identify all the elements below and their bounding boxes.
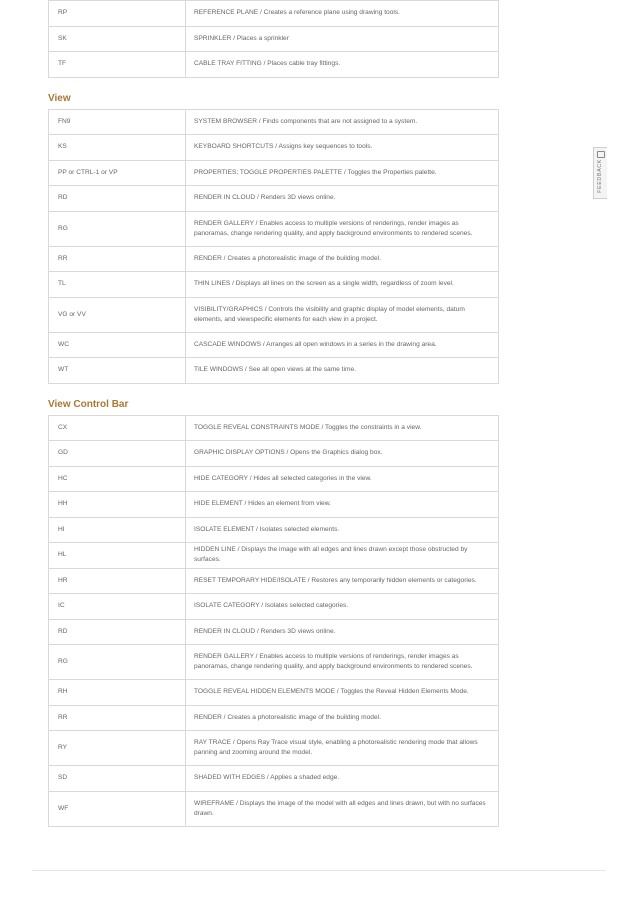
shortcut-key: RR xyxy=(49,246,186,272)
shortcut-description: RENDER IN CLOUD / Renders 3D views online. xyxy=(186,619,499,645)
shortcut-key: IC xyxy=(49,594,186,620)
shortcut-key: RD xyxy=(49,186,186,212)
table-row xyxy=(49,415,499,441)
table-row xyxy=(49,791,499,826)
table-row xyxy=(49,492,499,518)
feedback-tab[interactable] xyxy=(593,147,607,199)
table-row xyxy=(49,1,499,27)
shortcut-key: RP xyxy=(49,1,186,27)
shortcut-key: RH xyxy=(49,680,186,706)
table-row xyxy=(49,135,499,161)
shortcut-table-view-control-bar xyxy=(48,415,499,827)
table-row xyxy=(49,645,499,680)
shortcut-key: KS xyxy=(49,135,186,161)
shortcut-description: GRAPHIC DISPLAY OPTIONS / Opens the Graphics dialog box. xyxy=(186,441,499,467)
table-row xyxy=(49,441,499,467)
shortcut-key: GD xyxy=(49,441,186,467)
shortcut-description: RENDER IN CLOUD / Renders 3D views online. xyxy=(186,186,499,212)
shortcut-description: RENDER / Creates a photorealistic image of the building model. xyxy=(186,705,499,731)
shortcut-description: SPRINKLER / Places a sprinkler xyxy=(186,26,499,52)
shortcut-table-top xyxy=(48,0,499,78)
shortcut-key: RY xyxy=(49,731,186,766)
shortcut-key: FN9 xyxy=(49,109,186,135)
shortcut-key: HL xyxy=(49,543,186,569)
section-title-view-control-bar: View Control Bar xyxy=(48,398,129,410)
shortcut-description: CABLE TRAY FITTING / Places cable tray fittings. xyxy=(186,52,499,78)
shortcut-key: RG xyxy=(49,211,186,246)
table-row xyxy=(49,766,499,792)
feedback-label: FEEDBACK xyxy=(597,159,603,193)
table-row xyxy=(49,619,499,645)
table-row xyxy=(49,246,499,272)
page-footer-divider xyxy=(32,870,606,871)
table-row xyxy=(49,731,499,766)
shortcut-key: HH xyxy=(49,492,186,518)
shortcut-key: RD xyxy=(49,619,186,645)
shortcut-key: TF xyxy=(49,52,186,78)
shortcut-key: WC xyxy=(49,332,186,358)
shortcut-key: VG or VV xyxy=(49,297,186,332)
table-row xyxy=(49,160,499,186)
shortcut-key: SK xyxy=(49,26,186,52)
shortcut-table-view xyxy=(48,109,499,384)
table-row xyxy=(49,466,499,492)
shortcut-description: RENDER GALLERY / Enables access to multiple versions of renderings, render images as panoramas, change rendering quality, and apply background environments to rendered scenes. xyxy=(186,645,499,680)
shortcut-description: RESET TEMPORARY HIDE/ISOLATE / Restores any temporarily hidden elements or categories. xyxy=(186,568,499,594)
shortcut-description: REFERENCE PLANE / Creates a reference plane using drawing tools. xyxy=(186,1,499,27)
shortcut-key: RG xyxy=(49,645,186,680)
table-row xyxy=(49,568,499,594)
shortcut-description: PROPERTIES; TOGGLE PROPERTIES PALETTE / Toggles the Properties palette. xyxy=(186,160,499,186)
shortcut-description: RENDER / Creates a photorealistic image of the building model. xyxy=(186,246,499,272)
table-row xyxy=(49,517,499,543)
shortcut-description: TOGGLE REVEAL HIDDEN ELEMENTS MODE / Toggles the Reveal Hidden Elements Mode. xyxy=(186,680,499,706)
shortcut-key: WF xyxy=(49,791,186,826)
shortcut-description: TILE WINDOWS / See all open views at the same time. xyxy=(186,358,499,384)
table-row xyxy=(49,272,499,298)
shortcut-description: VISIBILITY/GRAPHICS / Controls the visibility and graphic display of model elements, datum elements, and viewspecific elements for each view in a project. xyxy=(186,297,499,332)
table-row xyxy=(49,332,499,358)
shortcut-description: RENDER GALLERY / Enables access to multiple versions of renderings, render images as panoramas, change rendering quality, and apply background environments to rendered scenes. xyxy=(186,211,499,246)
shortcut-description: ISOLATE ELEMENT / Isolates selected elements. xyxy=(186,517,499,543)
comment-icon xyxy=(597,151,605,158)
shortcut-document xyxy=(48,0,499,827)
section-title-view: View xyxy=(48,92,71,104)
shortcut-description: SYSTEM BROWSER / Finds components that are not assigned to a system. xyxy=(186,109,499,135)
table-row xyxy=(49,680,499,706)
table-row xyxy=(49,358,499,384)
shortcut-key: HC xyxy=(49,466,186,492)
table-row xyxy=(49,186,499,212)
shortcut-description: ISOLATE CATEGORY / Isolates selected categories. xyxy=(186,594,499,620)
shortcut-key: HI xyxy=(49,517,186,543)
shortcut-key: TL xyxy=(49,272,186,298)
table-row xyxy=(49,26,499,52)
shortcut-description: WIREFRAME / Displays the image of the model with all edges and lines drawn, but with no surfaces drawn. xyxy=(186,791,499,826)
table-row xyxy=(49,109,499,135)
table-row xyxy=(49,211,499,246)
shortcut-description: HIDE CATEGORY / Hides all selected categories in the view. xyxy=(186,466,499,492)
table-row xyxy=(49,594,499,620)
shortcut-description: CASCADE WINDOWS / Arranges all open windows in a series in the drawing area. xyxy=(186,332,499,358)
table-row xyxy=(49,705,499,731)
table-row xyxy=(49,543,499,569)
shortcut-description: RAY TRACE / Opens Ray Trace visual style, enabling a photorealistic rendering mode that allows panning and zooming around the model. xyxy=(186,731,499,766)
shortcut-key: WT xyxy=(49,358,186,384)
shortcut-key: PP or CTRL-1 or VP xyxy=(49,160,186,186)
shortcut-description: TOGGLE REVEAL CONSTRAINTS MODE / Toggles the constraints in a view. xyxy=(186,415,499,441)
table-row xyxy=(49,52,499,78)
shortcut-description: HIDE ELEMENT / Hides an element from view. xyxy=(186,492,499,518)
shortcut-key: RR xyxy=(49,705,186,731)
table-row xyxy=(49,297,499,332)
shortcut-key: CX xyxy=(49,415,186,441)
shortcut-key: SD xyxy=(49,766,186,792)
shortcut-key: HR xyxy=(49,568,186,594)
shortcut-description: KEYBOARD SHORTCUTS / Assigns key sequences to tools. xyxy=(186,135,499,161)
shortcut-description: HIDDEN LINE / Displays the image with all edges and lines drawn except those obstructed by surfaces. xyxy=(186,543,499,569)
shortcut-description: THIN LINES / Displays all lines on the screen as a single width, regardless of zoom level. xyxy=(186,272,499,298)
shortcut-description: SHADED WITH EDGES / Applies a shaded edge. xyxy=(186,766,499,792)
